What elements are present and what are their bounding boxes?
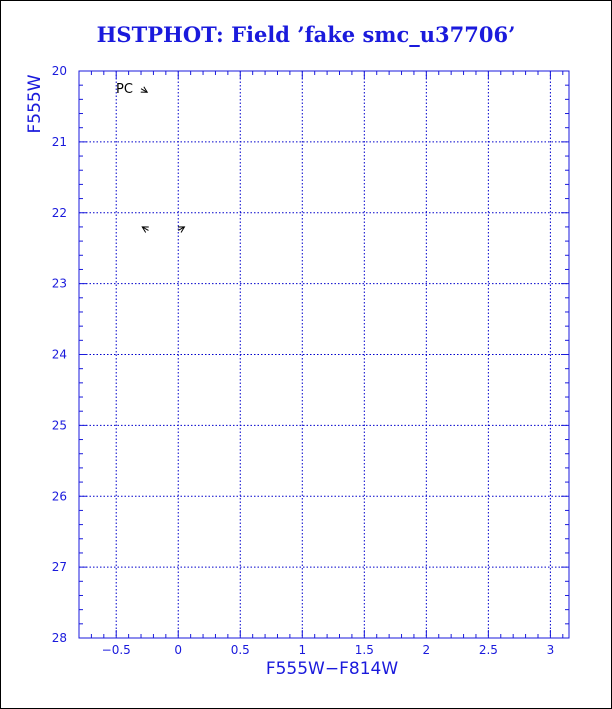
x-tick-label: 1 [298, 643, 307, 657]
vector-arrow [141, 87, 147, 93]
y-tick-label: 23 [51, 276, 67, 291]
y-tick-label: 28 [51, 631, 67, 645]
vector-arrow [178, 227, 184, 233]
y-tick-label: 21 [51, 134, 67, 149]
x-tick-label: 1.5 [354, 643, 374, 657]
x-tick-label: 0 [174, 643, 183, 657]
x-tick-label: 0.5 [230, 643, 250, 657]
y-axis-title: F555W [25, 74, 45, 134]
y-tick-label: 22 [51, 205, 67, 220]
y-tick-label: 20 [51, 64, 67, 78]
y-tick-label: 27 [51, 560, 67, 575]
x-tick-label: 2.5 [478, 643, 498, 657]
grid [79, 71, 569, 638]
panel-label: PC [116, 82, 133, 97]
y-tick-label: 25 [51, 418, 67, 433]
x-axis-title: F555W−F814W [265, 659, 399, 679]
vector-arrow [142, 227, 148, 233]
x-tick-label: −0.5 [101, 643, 131, 657]
chart-title: HSTPHOT: Field ’fake smc_u37706’ [96, 22, 516, 47]
y-tick-label: 26 [51, 489, 67, 504]
y-tick-label: 24 [51, 347, 67, 362]
axis-ticks [52, 64, 569, 657]
x-tick-label: 2 [422, 643, 431, 657]
x-tick-label: 3 [546, 643, 555, 657]
